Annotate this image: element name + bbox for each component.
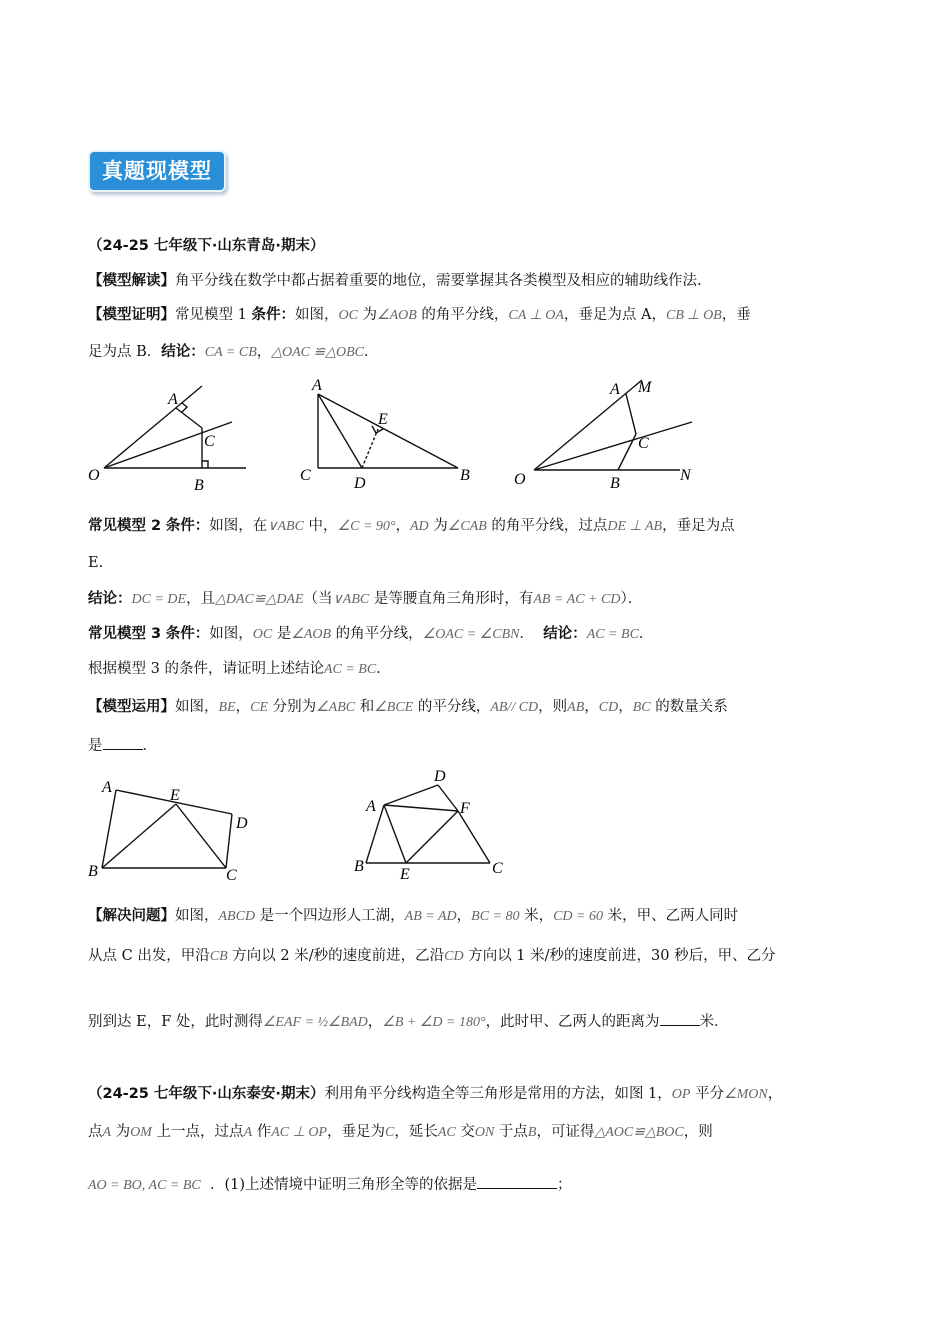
label-c: C	[300, 467, 311, 484]
right-angle-b	[202, 461, 208, 468]
distance-answer-blank[interactable]	[660, 1011, 700, 1026]
side-ad	[384, 785, 438, 805]
problem2-line1: （24-25 七年级下·山东泰安·期末）利用角平分线构造全等三角形是常用的方法，如图 1，OP 平分∠MON，	[88, 1086, 783, 1102]
label-b: B	[354, 858, 364, 875]
figure-model2-right-triangle	[296, 376, 476, 494]
segment-ef	[406, 811, 458, 863]
label-d: D	[236, 815, 248, 832]
figure-model3-angle	[510, 374, 710, 494]
label-e: E	[400, 866, 410, 883]
label-c: C	[226, 867, 237, 884]
label-a: A	[610, 381, 620, 398]
model1-condition-line1: 【模型证明】常见模型 1 条件：如图，OC 为∠AOB 的角平分线，CA ⊥ OA，垂足为点 A，CB ⊥ OB，垂	[88, 307, 751, 323]
label-c: C	[638, 435, 649, 452]
section-badge-label: 真题现模型	[102, 159, 212, 183]
segment-ae	[384, 805, 406, 863]
label-a: A	[366, 798, 376, 815]
label-b: B	[610, 475, 620, 492]
label-b: B	[460, 467, 470, 484]
figure-application-trapezoid	[84, 772, 264, 884]
solve-problem-line1: 【解决问题】如图，ABCD 是一个四边形人工湖，AB = AD，BC = 80 米，CD = 60 米，甲、乙两人同时	[88, 908, 739, 924]
label-c: C	[492, 860, 503, 877]
label-c: C	[204, 433, 215, 450]
label-e: E	[378, 411, 388, 428]
model1-condition-line2: 足为点 B．结论：CA = CB，△OAC ≌△OBC．	[88, 344, 379, 360]
label-e: E	[170, 787, 180, 804]
side-ab	[318, 394, 458, 468]
segment-cb	[618, 434, 636, 470]
solve-problem-line2: 从点 C 出发，甲沿CB 方向以 2 米/秒的速度前进，乙沿CD 方向以 1 米/秒的速度前进，30 秒后，甲、乙分	[88, 948, 776, 964]
label-n: N	[680, 467, 691, 484]
model2-condition-line2: E.	[88, 555, 104, 571]
side-ab	[102, 790, 116, 868]
ray-oc	[534, 422, 692, 470]
side-dc	[226, 814, 232, 868]
side-fc	[458, 811, 490, 863]
ray-oa	[104, 386, 202, 468]
label-b: B	[88, 863, 98, 880]
model3-condition: 常见模型 3 条件：如图，OC 是∠AOB 的角平分线，∠OAC = ∠CBN． 结论：AC = BC．	[88, 626, 654, 642]
model-application-line2: 是 ．	[88, 735, 868, 756]
bisector-be	[102, 804, 176, 868]
segment-af	[384, 805, 458, 811]
problem2-line2: 点A 为OM 上一点，过点A 作AC ⊥ OP，垂足为C，延长AC 交ON 于点B，可证得△AOC≌△BOC，则	[88, 1124, 713, 1140]
label-o: O	[88, 467, 100, 484]
label-m: M	[638, 379, 652, 396]
label-a: A	[102, 779, 112, 796]
perpendicular-de	[362, 429, 378, 468]
problem2-line3: AO = BO, AC = BC ．(1)上述情境中证明三角形全等的依据是 ；	[88, 1174, 868, 1196]
section-badge	[88, 150, 226, 192]
model3-prove: 根据模型 3 的条件，请证明上述结论AC = BC．	[88, 661, 391, 677]
model2-conclusion: 结论：DC = DE，且△DAC≌△DAE（当∨ABC 是等腰直角三角形时，有AB = AC + CD）．	[88, 591, 643, 607]
label-b: B	[194, 477, 204, 494]
label-o: O	[514, 471, 526, 488]
answer-blank[interactable]	[103, 735, 143, 750]
side-df	[438, 785, 458, 811]
problem1-source: （24-25 七年级下·山东青岛·期末）	[88, 238, 325, 254]
label-a: A	[312, 377, 322, 394]
segment-ac	[626, 394, 636, 434]
bisector-ce	[176, 804, 226, 868]
figure-solve-lake	[352, 765, 522, 885]
segment-ac	[176, 408, 202, 428]
figure-model1-perpendiculars	[84, 376, 254, 494]
model2-condition-line1: 常见模型 2 条件：如图，在∨ABC 中，∠C = 90°，AD 为∠CAB 的角平分线，过点DE ⊥ AB，垂足为点	[88, 518, 735, 534]
right-angle-a	[182, 403, 187, 412]
label-d: D	[354, 475, 366, 492]
model-interpretation: 【模型解读】角平分线在数学中都占据着重要的地位，需要掌握其各类模型及相应的辅助线作法.	[88, 273, 702, 289]
solve-problem-line3: 别到达 E，F 处，此时测得∠EAF = ½∠BAD，∠B + ∠D = 180°，此时甲、乙两人的距离为 米．	[88, 1011, 868, 1033]
model-application-line1: 【模型运用】如图，BE，CE 分别为∠ABC 和∠BCE 的平分线，AB// CD，则AB，CD，BC 的数量关系	[88, 699, 728, 715]
ray-om	[534, 380, 642, 470]
label-a: A	[168, 391, 178, 408]
basis-answer-blank[interactable]	[477, 1174, 557, 1189]
label-d: D	[434, 768, 446, 785]
label-f: F	[460, 800, 470, 817]
